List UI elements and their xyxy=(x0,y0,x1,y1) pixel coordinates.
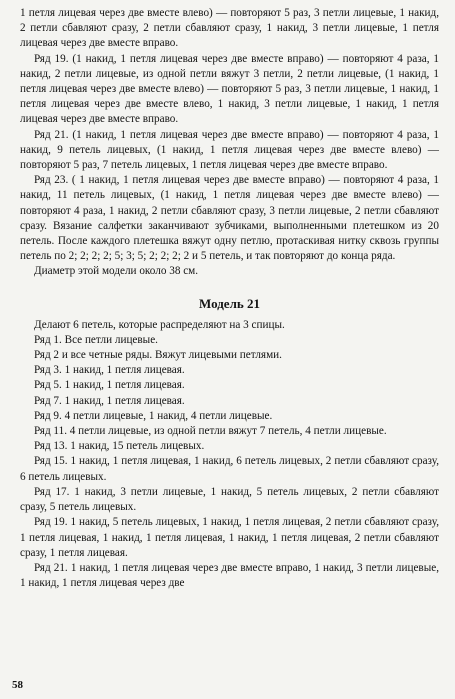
model-intro: Делают 6 петель, которые распределяют на 3 спицы. xyxy=(34,318,285,331)
row-line: Ряд 17. 1 накид, 3 петли лицевые, 1 накид, 5 петель лицевых, 2 петли сбавляют сразу, 5 петель лицевых. xyxy=(20,485,439,514)
paragraph-row-19: Ряд 19. (1 накид, 1 петля лицевая через две вместе вправо) — повторяют 4 раза, 1 накид, 2 петли лицевые, из одной петли вяжут 3 петли, 2 петли лицевые, (1 накид, 1 петля лицевая через две вместе влево) — повторяют 5 раз, 3 петли лицевые, 1 накид, 1 петля лицевая через две вместе влево, 1 накид, 3 петли лицевые, 1 накид, 1 петля лицевая через две вместе вправо. xyxy=(20,52,439,126)
row-line: Ряд 13. 1 накид, 15 петель лицевых. xyxy=(34,440,205,453)
row-line: Ряд 9. 4 петли лицевые, 1 накид, 4 петли лицевые. xyxy=(34,409,273,422)
row-line: Ряд 19. 1 накид, 5 петель лицевых, 1 накид, 1 петля лицевая, 2 петли сбавляют сразу, 1 петля лицевая, 1 накид, 1 петля лицевая, 1 накид, 1 петля лицевая, 2 петли сбавляют сразу, 1 петля лицевая. xyxy=(20,516,439,559)
row-line: Ряд 21. 1 накид, 1 петля лицевая через две вместе вправо, 1 накид, 3 петли лицевые, 1 накид, 1 петля лицевая через две xyxy=(20,561,439,590)
row-line: Ряд 15. 1 накид, 1 петля лицевая, 1 накид, 6 петель лицевых, 2 петли сбавляют сразу, 6 петель лицевых. xyxy=(20,455,439,483)
row-line: Ряд 1. Все петли лицевые. xyxy=(34,333,158,346)
row-line: Ряд 2 и все четные ряды. Вяжут лицевыми петлями. xyxy=(34,349,282,362)
paragraph-row-23: Ряд 23. ( 1 накид, 1 петля лицевая через две вместе вправо) — повторяют 4 раза, 1 накид, 11 петель лицевых, (1 накид, 1 петля лицевая через две вместе влево) — повторяют 4 раза, 1 накид, 2 петли сбавляют сразу, 3 петли лицевые, 2 петли сбавляют сразу. Вязание салфетки заканчивают зубчиками, выполненными плетешком из 20 петель. После каждого плетешка вяжут одну петлю, протаскивая нитку сквозь группы петель по 2; 2; 2; 2; 5; 3; 5; 2; 2; 2; 2 и 5 петель, и так повторяют до конца ряда. xyxy=(20,174,439,263)
row-line: Ряд 3. 1 накид, 1 петля лицевая. xyxy=(34,364,185,377)
row-line: Ряд 5. 1 накид, 1 петля лицевая. xyxy=(34,379,185,392)
section-title: Модель 21 xyxy=(199,295,260,311)
row-line: Ряд 7. 1 накид, 1 петля лицевая. xyxy=(34,394,185,407)
paragraph-row-21: Ряд 21. (1 накид, 1 петля лицевая через две вместе вправо) — повторяют 4 раза, 1 накид, 9 петель лицевых, (1 накид, 1 петля лицевая через две вместе влево) — повторяют 5 раз, 7 петель лицевых, 1 петля лицевая через две вместе вправо. xyxy=(20,128,439,172)
paragraph-diameter: Диаметр этой модели около 38 см. xyxy=(34,265,199,278)
paragraph-continuation: 1 петля лицевая через две вместе влево) — повторяют 5 раз, 3 петли лицевые, 1 накид, 2 петли сбавляют сразу, 2 петли сбавляют сразу, 1 накид, 3 петли лицевые, 1 петля лицевая через две вместе вправо. xyxy=(20,7,439,50)
row-line: Ряд 11. 4 петли лицевые, из одной петли вяжут 7 петель, 4 петли лицевые. xyxy=(34,425,387,438)
page-number: 58 xyxy=(12,679,23,691)
